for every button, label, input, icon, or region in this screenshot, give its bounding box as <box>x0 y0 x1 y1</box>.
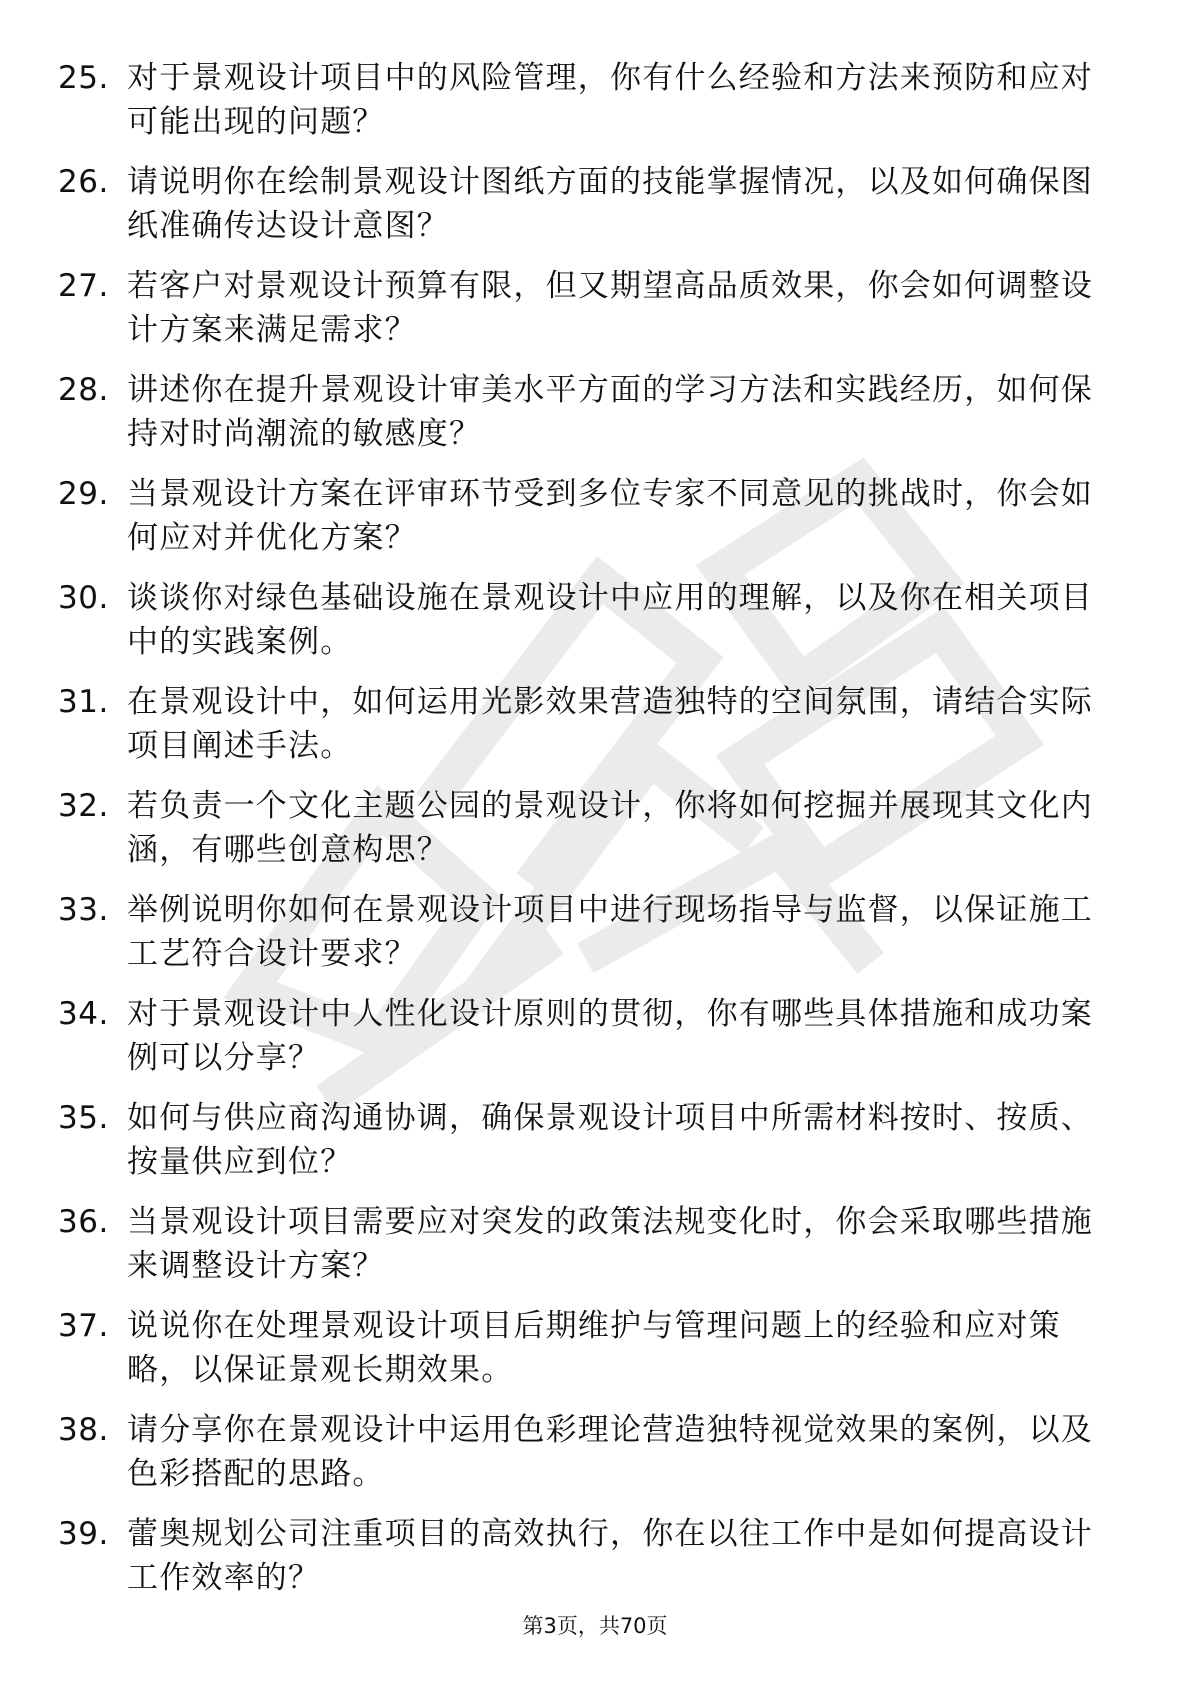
question-number: 36. <box>58 1204 109 1240</box>
question-number: 32. <box>58 788 109 824</box>
page-footer <box>0 1612 1190 1640</box>
question-item <box>58 784 1120 888</box>
page-number-label: 第3页，共70页 <box>522 1614 668 1638</box>
question-text: 对于景观设计项目中的风险管理，你有什么经验和方法来预防和应对可能出现的问题？ <box>127 60 1093 140</box>
question-text: 请说明你在绘制景观设计图纸方面的技能掌握情况，以及如何确保图纸准确传达设计意图？ <box>127 164 1093 244</box>
question-number: 26. <box>58 164 109 200</box>
question-text: 讲述你在提升景观设计审美水平方面的学习方法和实践经历，如何保持对时尚潮流的敏感度？ <box>127 372 1093 452</box>
question-text: 如何与供应商沟通协调，确保景观设计项目中所需材料按时、按质、按量供应到位？ <box>127 1100 1093 1180</box>
question-item <box>58 56 1120 160</box>
question-number: 37. <box>58 1308 109 1344</box>
question-item <box>58 576 1120 680</box>
question-item <box>58 1304 1120 1408</box>
question-text: 说说你在处理景观设计项目后期维护与管理问题上的经验和应对策略，以保证景观长期效果。 <box>127 1308 1061 1388</box>
question-text: 举例说明你如何在景观设计项目中进行现场指导与监督，以保证施工工艺符合设计要求？ <box>127 892 1093 972</box>
question-number: 35. <box>58 1100 109 1136</box>
question-list <box>58 56 1120 1616</box>
question-text: 蕾奥规划公司注重项目的高效执行，你在以往工作中是如何提高设计工作效率的？ <box>127 1516 1093 1596</box>
question-text: 谈谈你对绿色基础设施在景观设计中应用的理解，以及你在相关项目中的实践案例。 <box>127 580 1093 660</box>
question-item <box>58 472 1120 576</box>
question-number: 30. <box>58 580 109 616</box>
question-item <box>58 1512 1120 1616</box>
question-text: 当景观设计项目需要应对突发的政策法规变化时，你会采取哪些措施来调整设计方案？ <box>127 1204 1093 1284</box>
question-item <box>58 1408 1120 1512</box>
question-number: 31. <box>58 684 109 720</box>
question-text: 若客户对景观设计预算有限，但又期望高品质效果，你会如何调整设计方案来满足需求？ <box>127 268 1093 348</box>
question-number: 38. <box>58 1412 109 1448</box>
question-number: 29. <box>58 476 109 512</box>
question-number: 39. <box>58 1516 109 1552</box>
question-item <box>58 888 1120 992</box>
question-text: 在景观设计中，如何运用光影效果营造独特的空间氛围，请结合实际项目阐述手法。 <box>127 684 1093 764</box>
question-number: 25. <box>58 60 109 96</box>
question-item <box>58 1200 1120 1304</box>
question-item <box>58 368 1120 472</box>
question-text: 请分享你在景观设计中运用色彩理论营造独特视觉效果的案例，以及色彩搭配的思路。 <box>127 1412 1093 1492</box>
question-item <box>58 992 1120 1096</box>
question-item <box>58 264 1120 368</box>
question-number: 28. <box>58 372 109 408</box>
question-item <box>58 680 1120 784</box>
question-number: 27. <box>58 268 109 304</box>
question-text: 当景观设计方案在评审环节受到多位专家不同意见的挑战时，你会如何应对并优化方案？ <box>127 476 1093 556</box>
question-text: 若负责一个文化主题公园的景观设计，你将如何挖掘并展现其文化内涵，有哪些创意构思？ <box>127 788 1093 868</box>
question-item <box>58 160 1120 264</box>
question-item <box>58 1096 1120 1200</box>
question-number: 34. <box>58 996 109 1032</box>
question-text: 对于景观设计中人性化设计原则的贯彻，你有哪些具体措施和成功案例可以分享？ <box>127 996 1093 1076</box>
question-number: 33. <box>58 892 109 928</box>
